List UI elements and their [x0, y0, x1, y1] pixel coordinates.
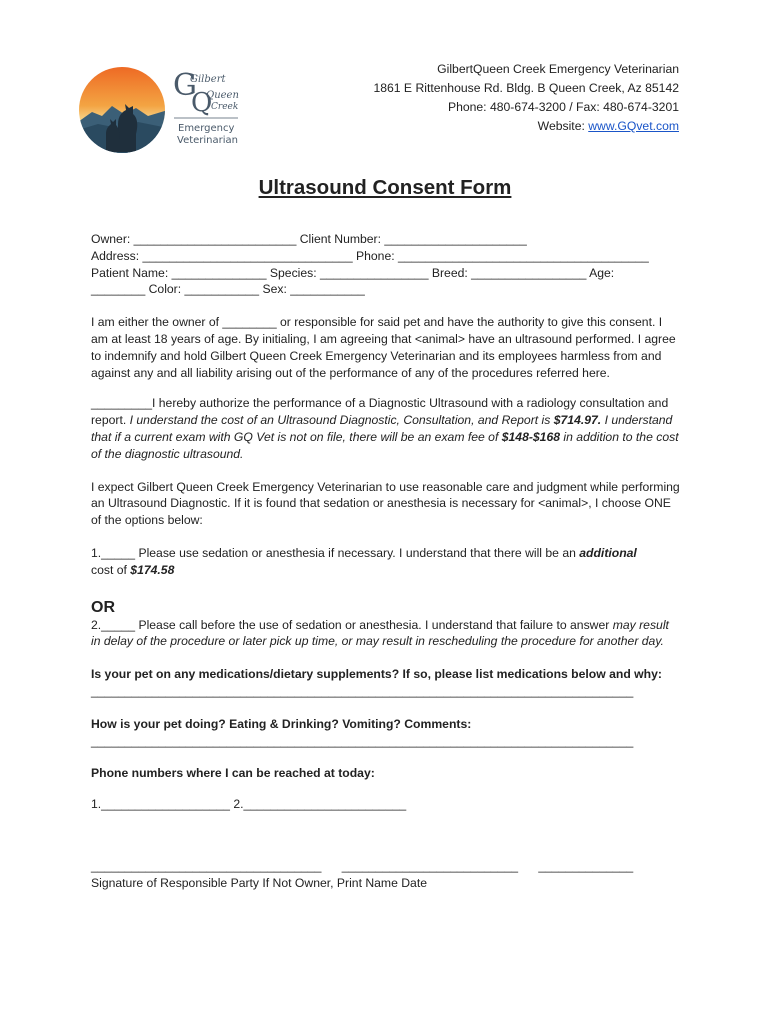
logo-creek: Creek: [211, 102, 239, 112]
logo-gilbert: Gilbert: [190, 74, 226, 85]
logo-letter-q: Q: [191, 88, 213, 118]
color-sex-line[interactable]: ________ Color: ___________ Sex: ___________: [91, 282, 365, 297]
option-2[interactable]: [91, 617, 681, 651]
logo-veterinarian: Veterinarian: [177, 135, 239, 146]
authorize-text: _________I hereby authorize the performance of a Diagnostic Ultrasound with a radiology consultation and report.: [91, 396, 669, 428]
clinic-website-label: Website:: [537, 119, 589, 133]
owner-client-line[interactable]: Owner: ________________________ Client Number: _____________________: [91, 232, 527, 246]
phone-answer-lines[interactable]: 1.___________________ 2.________________________: [91, 797, 407, 812]
clinic-website-row: [373, 117, 679, 136]
signature-caption: Signature of Responsible Party If Not Owner, Print Name Date: [91, 875, 427, 890]
pet-doing-question: How is your pet doing? Eating & Drinking? Vomiting? Comments:: [91, 716, 472, 731]
pet-doing-answer-line[interactable]: ________________________________________________________________________________: [91, 733, 634, 748]
clinic-website-link[interactable]: www.GQvet.com: [588, 119, 679, 133]
authorize-cost-text: I understand the cost of an Ultrasound Diagnostic, Consultation, and Report is: [129, 413, 554, 428]
ultrasound-price: $714.97.: [553, 413, 602, 428]
address-phone-line[interactable]: Address: _______________________________ Phone: _____________________________________: [91, 248, 649, 263]
clinic-logo-graphic: [78, 64, 248, 156]
expect-paragraph: I expect Gilbert Queen Creek Emergency Veterinarian to use reasonable care and judgment while performing an Ultrasound Diagnostic. If it is found that sedation or anesthesia is necessary for <animal>, I choose ONE of the options below:: [91, 479, 680, 528]
authorize-paragraph: [91, 395, 681, 462]
or-separator: OR: [91, 598, 115, 616]
patient-species-breed-line[interactable]: Patient Name: ______________ Species: ________________ Breed: _________________ Age:: [91, 265, 615, 280]
option-1[interactable]: [91, 545, 681, 579]
option-1-text: 1._____ Please use sedation or anesthesia if necessary. I understand that there will be an: [91, 545, 580, 560]
clinic-phone: Phone: 480-674-3200 / Fax: 480-674-3201: [447, 100, 679, 114]
clinic-address: 1861 E Rittenhouse Rd. Bldg. B Queen Creek, Az 85142: [373, 81, 679, 95]
option-1-additional: additional: [579, 545, 637, 560]
signature-lines[interactable]: __________________________________ __________________________ ______________: [91, 858, 634, 873]
option-2-text: 2._____ Please call before the use of sedation or anesthesia. I understand that failure to answer: [91, 617, 613, 632]
form-body: [91, 231, 681, 892]
clinic-header: [373, 60, 679, 136]
option-2-italic: may result in delay of the procedure or later pick up time, or may result in rescheduling the procedure for another day.: [91, 617, 669, 649]
exam-fee-price: $148-$168: [501, 429, 561, 444]
option-1-cost-label: cost of: [91, 562, 131, 577]
clinic-logo: [78, 64, 248, 156]
clinic-name: GilbertQueen Creek Emergency Veterinarian: [437, 62, 679, 76]
sedation-price: $174.58: [130, 562, 175, 577]
addition-text: in addition to the cost of the diagnostic ultrasound.: [91, 429, 679, 461]
medications-question: Is your pet on any medications/dietary supplements? If so, please list medications below and why:: [91, 667, 662, 682]
exam-fee-text: I understand that if a current exam with GQ Vet is not on file, there will be an exam fee of: [91, 413, 673, 444]
logo-letter-g: G: [173, 68, 197, 103]
phone-question: Phone numbers where I can be reached at today:: [91, 766, 375, 781]
form-title: Ultrasound Consent Form: [258, 176, 512, 199]
medications-answer-line[interactable]: ________________________________________________________________________________: [91, 683, 634, 698]
logo-queen: Queen: [206, 90, 239, 101]
logo-emergency: Emergency: [178, 123, 235, 134]
consent-paragraph: I am either the owner of ________ or responsible for said pet and have the authority to give this consent. I am at least 18 years of age. By initialing, I am agreeing that <animal> have an ultrasound performed. I agree to indemnify and hold Gilbert Queen Creek Emergency Veterinarian and its employees harmless from and against any and all liability arising out of the performance of any of the procedures referred here.: [91, 315, 676, 380]
